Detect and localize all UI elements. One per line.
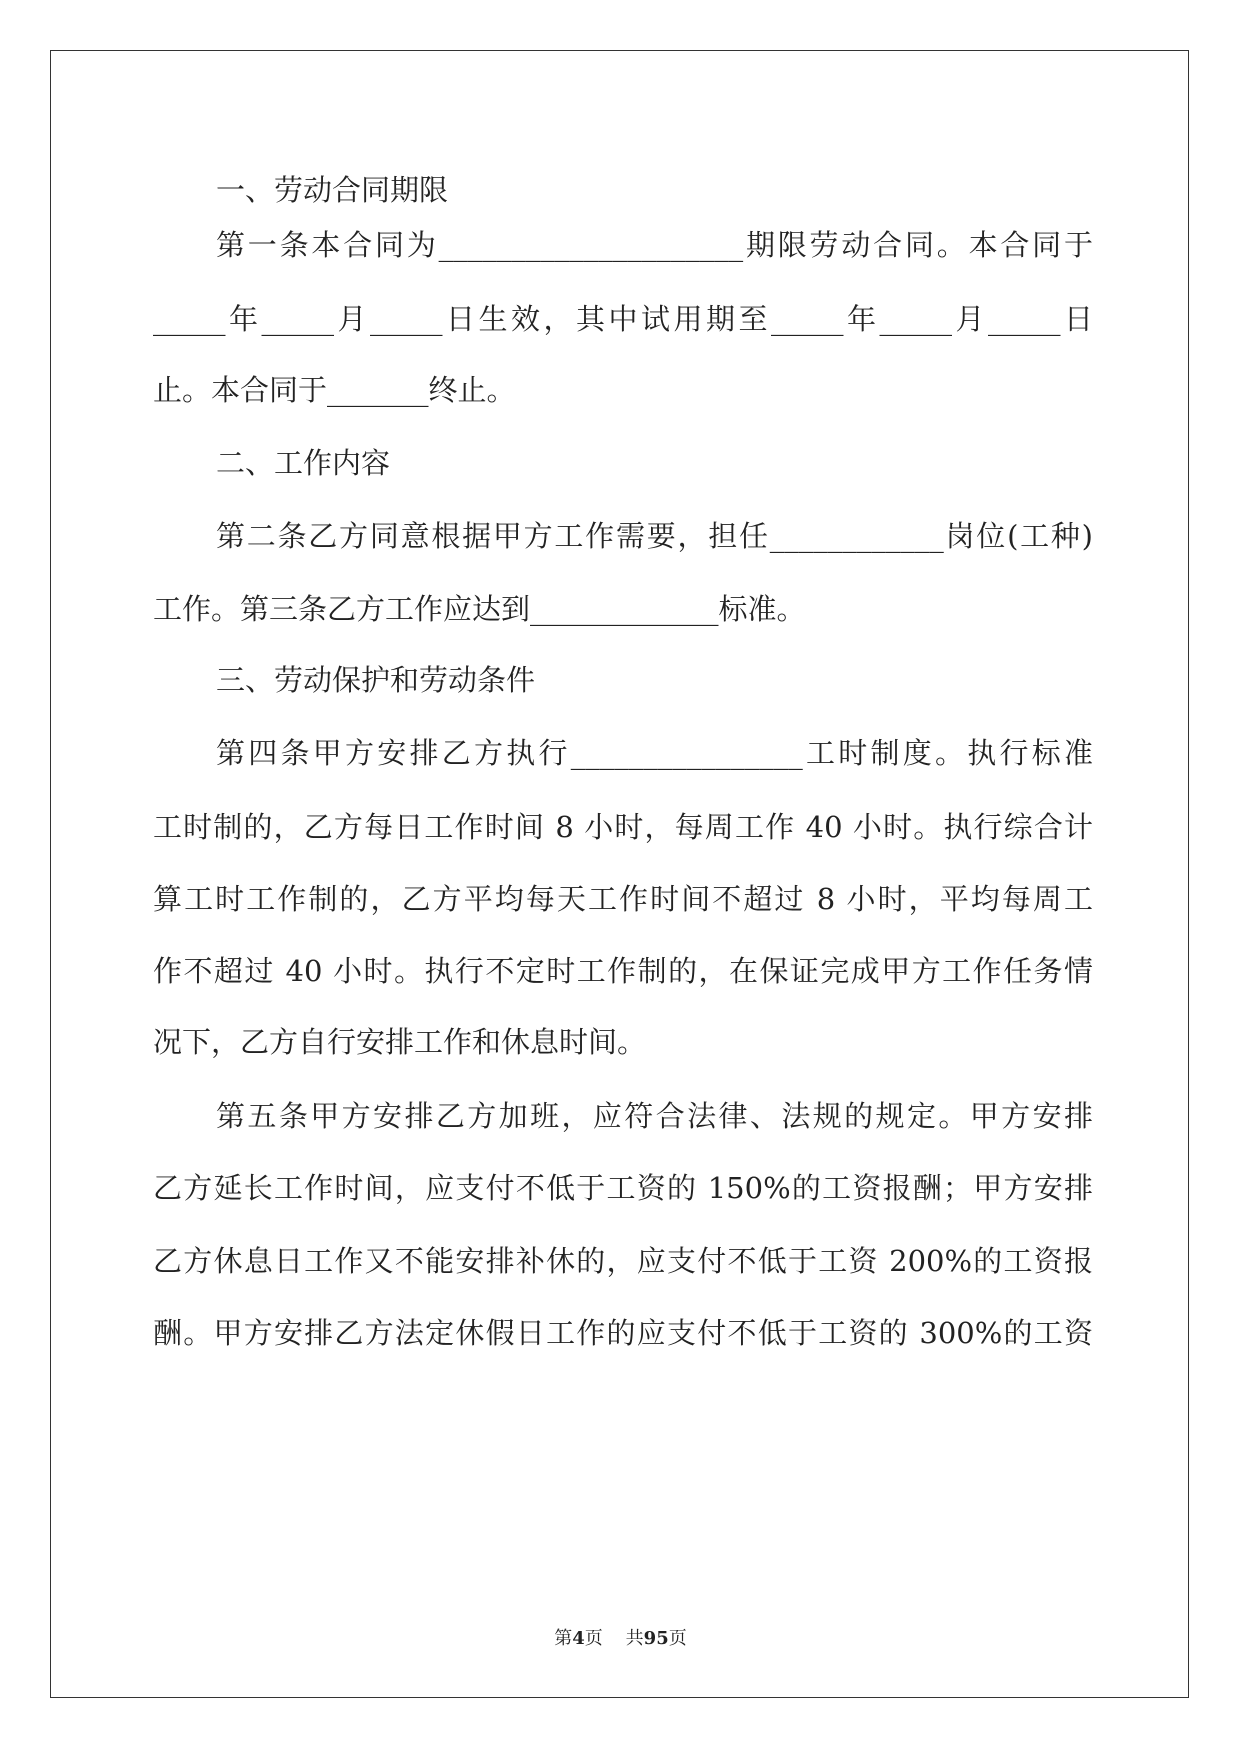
footer-total-suffix: 页	[668, 1628, 687, 1649]
paragraph-line: _____年_____月_____日生效，其中试用期至_____年_____月_____日	[153, 302, 1093, 336]
paragraph-line: 乙方休息日工作又不能安排补休的，应支付不低于工资 200%的工资报	[153, 1244, 1093, 1278]
section-heading-2: 二、工作内容	[216, 446, 391, 480]
footer-page-number: 4	[572, 1628, 585, 1649]
paragraph-line: 工时制的，乙方每日工作时间 8 小时，每周工作 40 小时。执行综合计	[153, 810, 1093, 844]
paragraph-line: 酬。甲方安排乙方法定休假日工作的应支付不低于工资的 300%的工资	[153, 1316, 1093, 1350]
paragraph-line: 乙方延长工作时间，应支付不低于工资的 150%的工资报酬；甲方安排	[153, 1171, 1093, 1205]
page-border	[50, 50, 1189, 1698]
paragraph-line: 况下，乙方自行安排工作和休息时间。	[153, 1025, 647, 1059]
footer-total-prefix: 共	[625, 1628, 644, 1649]
paragraph-line: 第一条本合同为_____________________期限劳动合同。本合同于	[216, 228, 1093, 262]
paragraph-line: 工作。第三条乙方工作应达到_____________标准。	[153, 592, 806, 626]
section-heading-3: 三、劳动保护和劳动条件	[216, 663, 536, 697]
paragraph-line: 止。本合同于_______终止。	[153, 373, 516, 407]
paragraph-line: 第五条甲方安排乙方加班，应符合法律、法规的规定。甲方安排	[216, 1099, 1093, 1133]
section-heading-1: 一、劳动合同期限	[216, 173, 449, 207]
page-footer	[0, 1624, 1241, 1650]
footer-total-pages: 95	[643, 1628, 669, 1649]
paragraph-line: 作不超过 40 小时。执行不定时工作制的，在保证完成甲方工作任务情	[153, 954, 1093, 988]
footer-page-suffix: 页	[584, 1628, 603, 1649]
paragraph-line: 第四条甲方安排乙方执行________________工时制度。执行标准	[216, 736, 1093, 770]
paragraph-line: 第二条乙方同意根据甲方工作需要，担任____________岗位(工种)	[216, 519, 1093, 553]
footer-page-prefix: 第	[554, 1628, 573, 1649]
paragraph-line: 算工时工作制的，乙方平均每天工作时间不超过 8 小时，平均每周工	[153, 882, 1093, 916]
